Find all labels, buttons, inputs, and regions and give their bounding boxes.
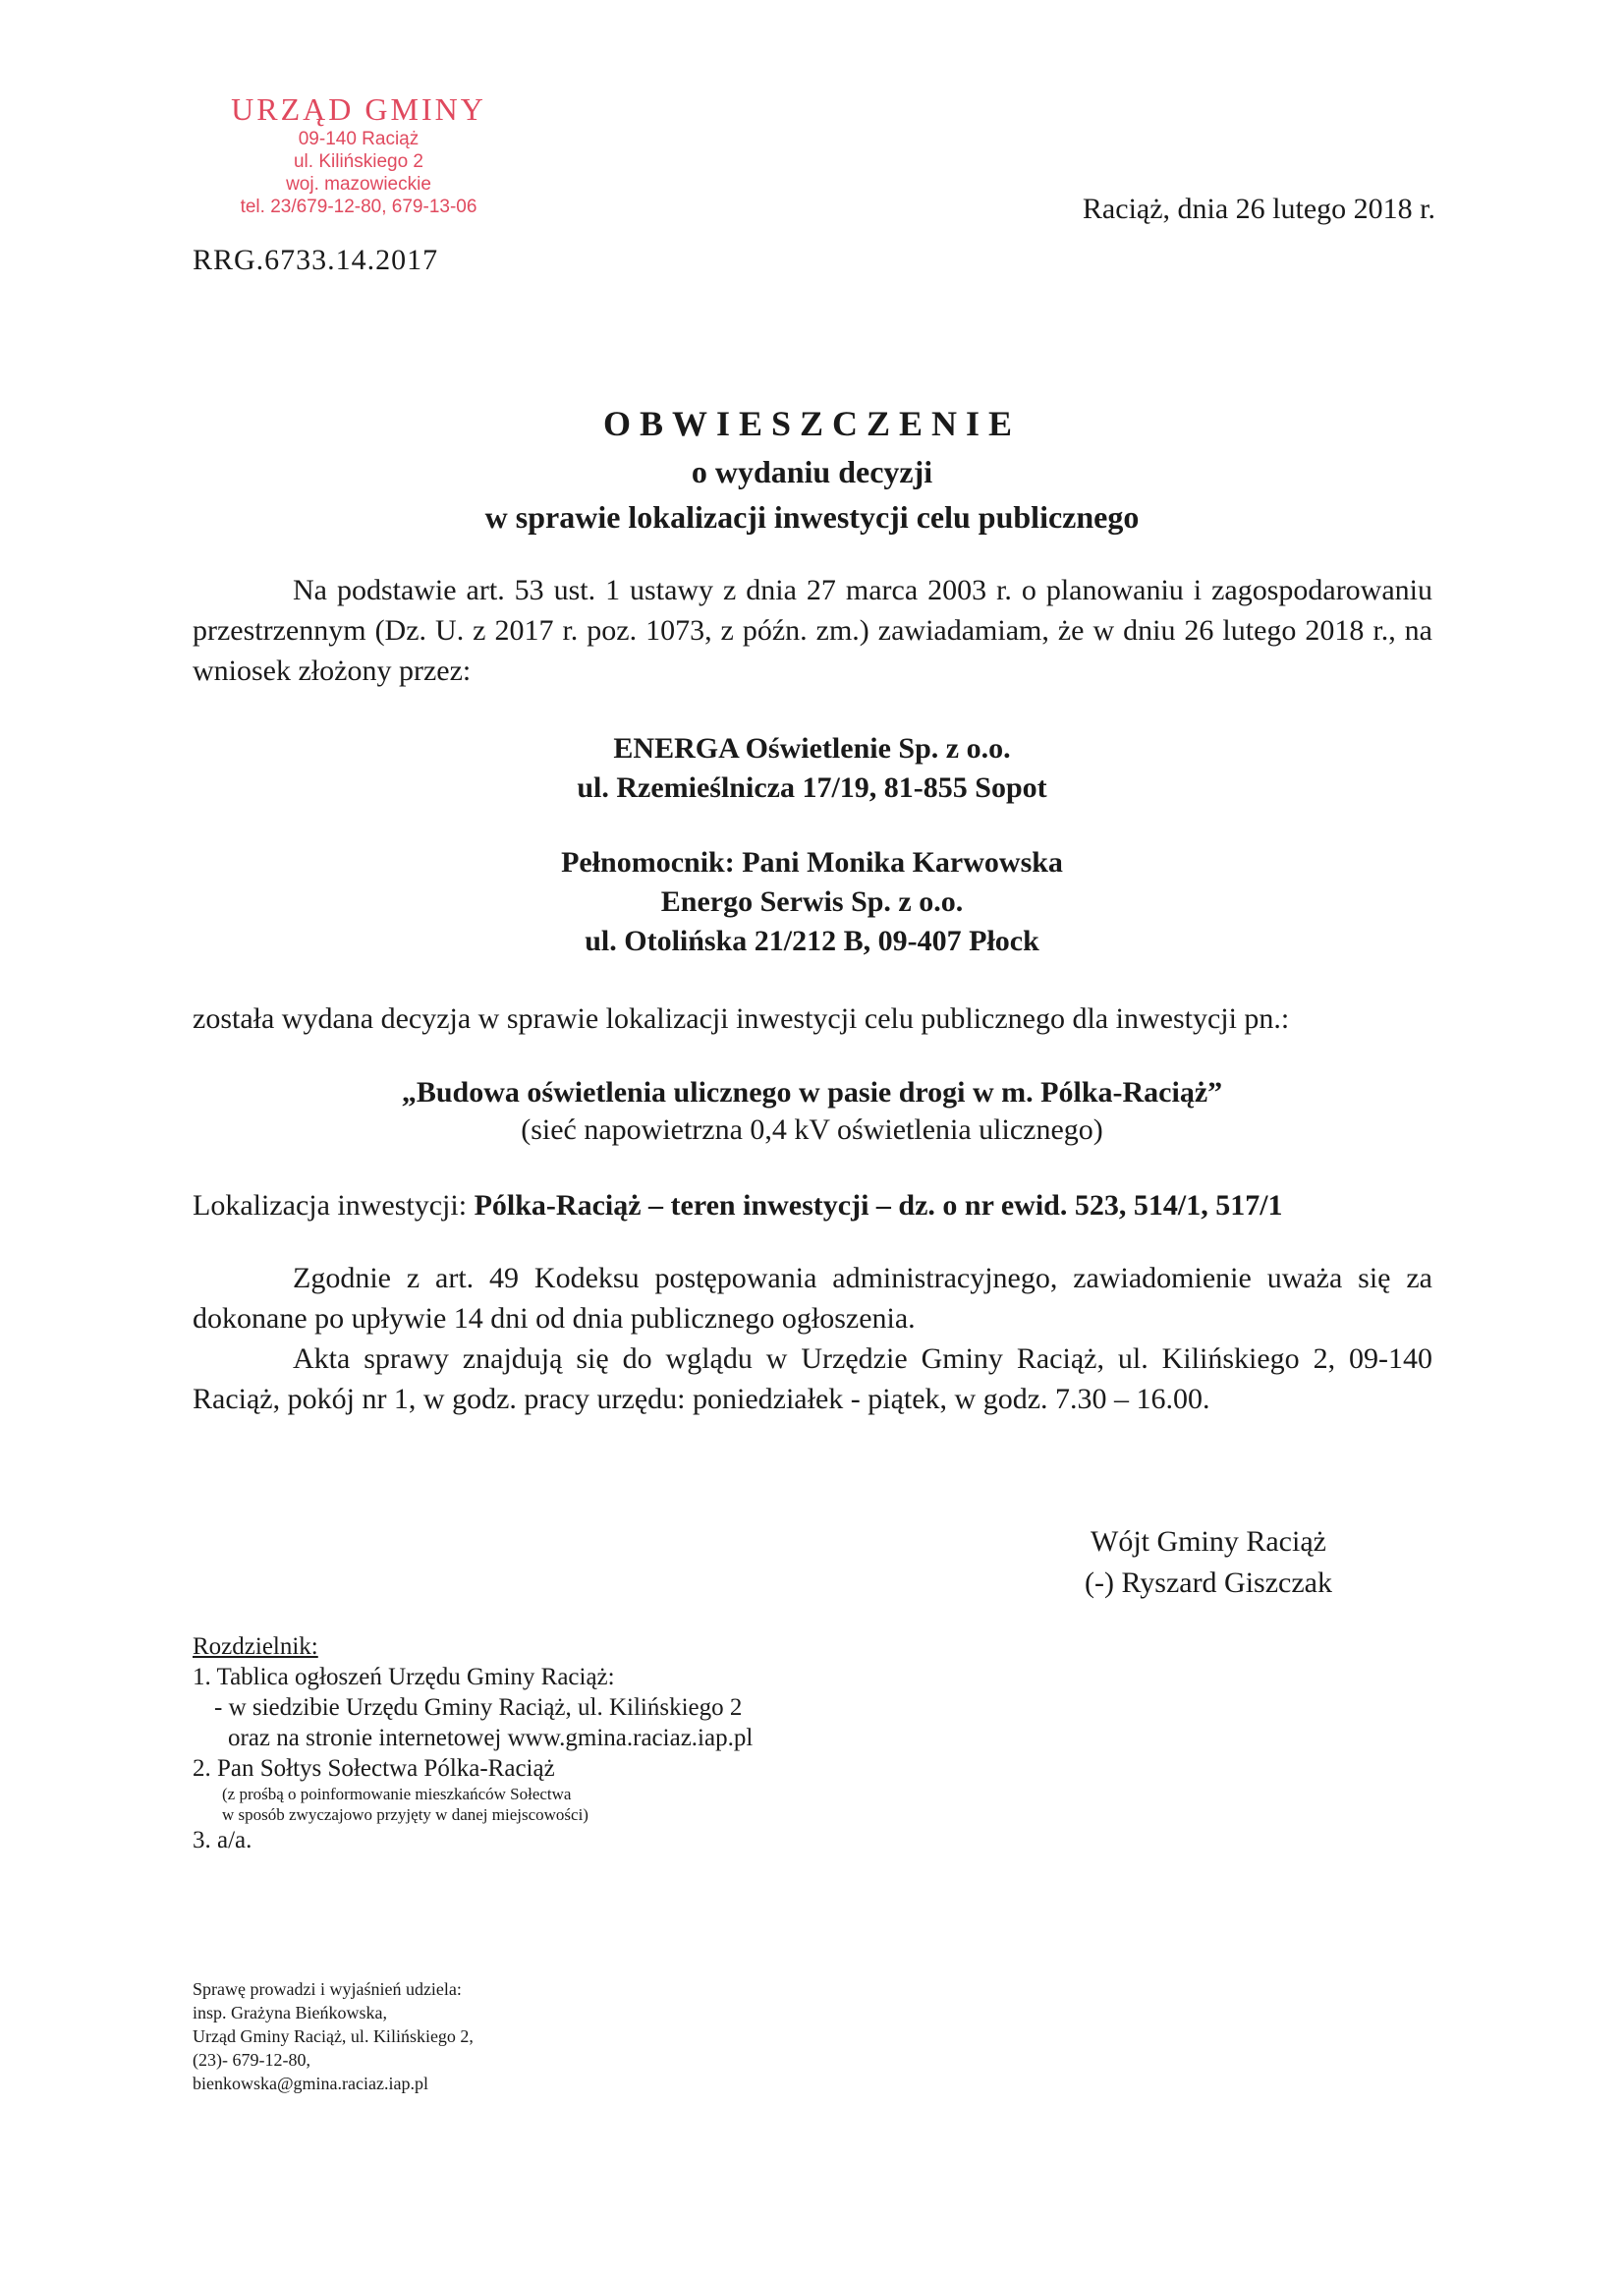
intro-paragraph: Na podstawie art. 53 ust. 1 ustawy z dnia 27 marca 2003 r. o planowaniu i zagospodarowaniu przestrzennym (Dz. U. z 2017 r. poz. 1073, z późn. zm.) zawiadamiam, że w dniu 26 lutego 2018 r., na wniosek złożony przez: <box>193 574 1432 687</box>
footer-email: bienkowska@gmina.raciaz.iap.pl <box>193 2074 428 2093</box>
distribution-item: 1. Tablica ogłoszeń Urzędu Gminy Raciąż: <box>193 1664 615 1690</box>
investment-name: „Budowa oświetlenia ulicznego w pasie drogi w m. Pólka-Raciąż” <box>401 1076 1223 1109</box>
signature-name: (-) Ryszard Giszczak <box>1084 1566 1332 1599</box>
distribution-item: - w siedzibie Urzędu Gminy Raciąż, ul. Kilińskiego 2 <box>214 1694 743 1721</box>
proxy-name: Pełnomocnik: Pani Monika Karwowska <box>561 846 1063 879</box>
document-subtitle-2: w sprawie lokalizacji inwestycji celu publicznego <box>484 499 1140 535</box>
notice-paragraph: Zgodnie z art. 49 Kodeksu postępowania administracyjnego, zawiadomienie uważa się za dokonane po upływie 14 dni od dnia publicznego ogłoszenia. <box>193 1262 1432 1335</box>
distribution-item: 3. a/a. <box>193 1827 252 1853</box>
distribution-note: w sposób zwyczajowo przyjęty w danej miejscowości) <box>222 1805 588 1824</box>
files-paragraph: Akta sprawy znajdują się do wglądu w Urzędzie Gminy Raciąż, ul. Kilińskiego 2, 09-140 Raciąż, pokój nr 1, w godz. pracy urzędu: poniedziałek - piątek, w godz. 7.30 – 16.00. <box>193 1342 1432 1415</box>
stamp-line: ul. Kilińskiego 2 <box>293 151 424 172</box>
applicant-address: ul. Rzemieślnicza 17/19, 81-855 Sopot <box>577 771 1047 804</box>
distribution-note: (z prośbą o poinformowanie mieszkańców Sołectwa <box>222 1785 572 1803</box>
contact-footer <box>193 1977 474 2095</box>
distribution-item: 2. Pan Sołtys Sołectwa Pólka-Raciąż <box>193 1755 555 1782</box>
distribution-list <box>193 1631 753 1855</box>
location-label: Lokalizacja inwestycji: <box>193 1189 468 1222</box>
proxy-address: ul. Otolińska 21/212 B, 09-407 Płock <box>585 925 1039 957</box>
location-value: Pólka-Raciąż – teren inwestycji – dz. o nr ewid. 523, 514/1, 517/1 <box>474 1189 1283 1222</box>
footer-line: insp. Grażyna Bieńkowska, <box>193 2003 387 2022</box>
applicant-name: ENERGA Oświetlenie Sp. z o.o. <box>613 732 1011 765</box>
reference-number: RRG.6733.14.2017 <box>193 244 439 276</box>
stamp-line: woj. mazowieckie <box>286 174 431 195</box>
signature-block <box>1061 1521 1356 1604</box>
stamp-line: 09-140 Raciąż <box>298 129 420 149</box>
office-stamp <box>177 90 540 218</box>
decision-paragraph: została wydana decyzja w sprawie lokalizacji inwestycji celu publicznego dla inwestycji pn.: <box>193 1002 1290 1035</box>
stamp-line: tel. 23/679-12-80, 679-13-06 <box>240 197 477 217</box>
document-date: Raciąż, dnia 26 lutego 2018 r. <box>1082 193 1435 225</box>
stamp-name: URZĄD GMINY <box>231 91 486 127</box>
document-title: OBWIESZCZENIE <box>602 404 1022 443</box>
footer-line: Sprawę prowadzi i wyjaśnień udziela: <box>193 1979 462 1999</box>
distribution-item: oraz na stronie internetowej www.gmina.raciaz.iap.pl <box>228 1725 754 1751</box>
signature-title: Wójt Gminy Raciąż <box>1091 1525 1326 1558</box>
distribution-heading: Rozdzielnik: <box>193 1633 318 1660</box>
document-subtitle: o wydaniu decyzji <box>691 454 933 489</box>
proxy-company: Energo Serwis Sp. z o.o. <box>660 885 964 918</box>
location-line <box>193 1185 1432 1225</box>
footer-line: Urząd Gminy Raciąż, ul. Kilińskiego 2, <box>193 2026 474 2046</box>
investment-description: (sieć napowietrzna 0,4 kV oświetlenia ulicznego) <box>521 1113 1103 1146</box>
footer-line: (23)- 679-12-80, <box>193 2050 310 2070</box>
